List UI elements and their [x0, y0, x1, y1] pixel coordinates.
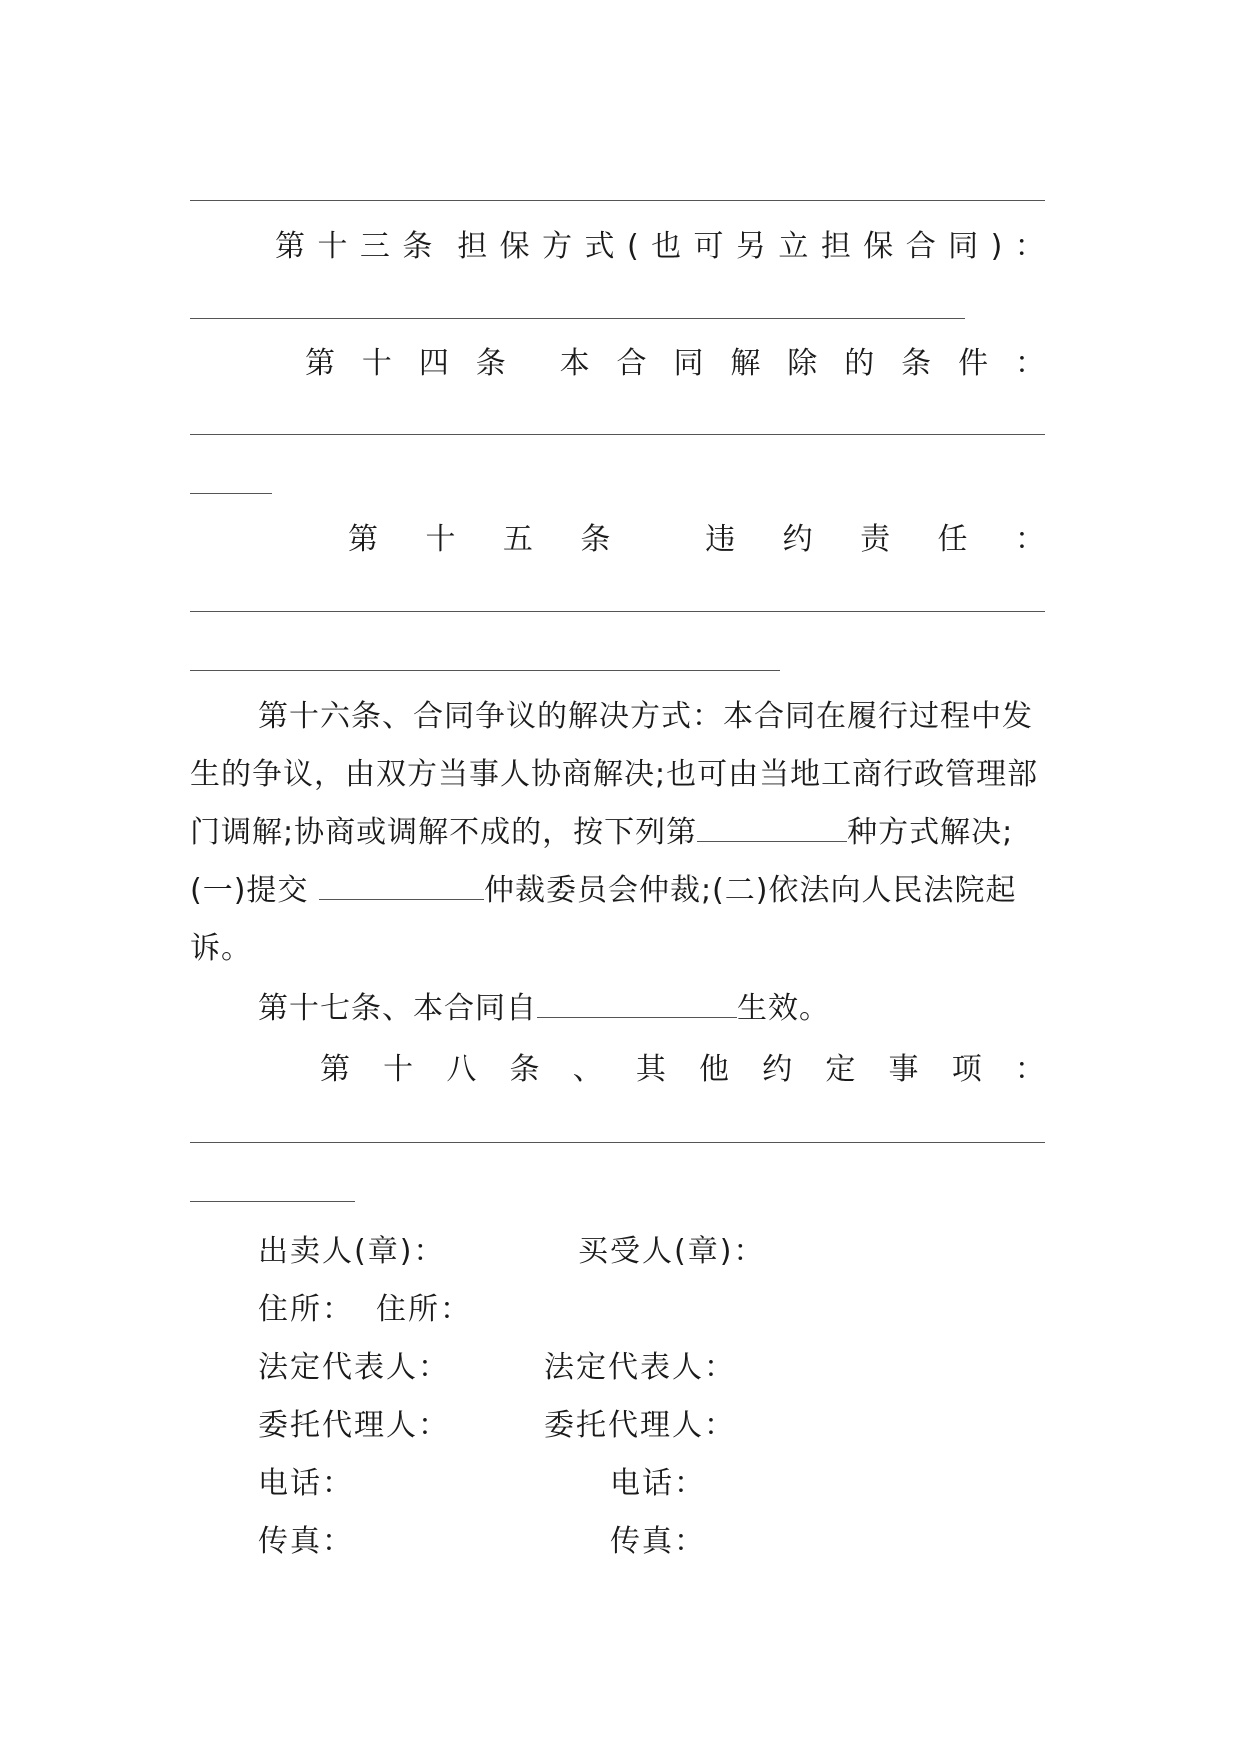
- heading-char: 同: [673, 346, 704, 381]
- heading-char: 五: [502, 522, 533, 557]
- heading-char: 第: [320, 1052, 350, 1087]
- heading-char: 件: [958, 346, 989, 381]
- heading-char: 条: [901, 346, 932, 381]
- fill-line: [190, 318, 965, 319]
- heading-char: 合: [905, 229, 936, 264]
- heading-char: ：: [1014, 522, 1045, 557]
- article-16-text-1: 第十六条、合同争议的解决方式：本合同在履行过程中发生的争议，由双方当事人协商解决;也可由当地工商行政管理部门调解;协商或调解不成的，按下列第: [190, 699, 1039, 850]
- heading-char: 式: [584, 229, 615, 264]
- heading-char: 解: [730, 346, 761, 381]
- seller-fax-label: 传真：: [258, 1524, 354, 1559]
- heading-char: 事: [888, 1052, 919, 1087]
- seller-phone-label: 电话：: [258, 1466, 354, 1501]
- effective-date-blank: [537, 987, 737, 1018]
- heading-char: 十: [425, 522, 456, 557]
- article-14-heading: [305, 342, 1045, 386]
- heading-char: 同: [948, 229, 979, 264]
- article-13-heading: [275, 225, 1045, 269]
- buyer-agent-label: 委托代理人：: [544, 1408, 736, 1443]
- heading-char: 约: [782, 522, 813, 557]
- fill-line: [190, 200, 1045, 201]
- heading-char: 也: [651, 229, 682, 264]
- heading-char: 四: [418, 346, 449, 381]
- heading-char: ：: [1014, 229, 1045, 264]
- heading-char: 保: [863, 229, 894, 264]
- heading-char: 保: [499, 229, 530, 264]
- article-16-text-3: 仲裁委员会仲裁;(二)依法向人民法院起诉。: [190, 873, 1017, 966]
- heading-char: ：: [1014, 346, 1045, 381]
- heading-char: 三: [359, 229, 390, 264]
- seller-label: 出卖人(章)：: [258, 1234, 446, 1269]
- fill-line: [190, 670, 780, 671]
- article-17-text-2: 生效。: [737, 991, 830, 1026]
- heading-char: 条: [475, 346, 506, 381]
- heading-char: 条: [509, 1052, 540, 1087]
- fill-line: [190, 434, 1045, 435]
- fill-line: [190, 493, 272, 494]
- heading-char: 其: [635, 1052, 666, 1087]
- heading-char: 责: [860, 522, 891, 557]
- heading-char: 十: [317, 229, 348, 264]
- heading-char: 第: [348, 522, 378, 557]
- buyer-representative-label: 法定代表人：: [544, 1350, 736, 1385]
- heading-char: 八: [446, 1052, 477, 1087]
- heading-char: 十: [361, 346, 392, 381]
- seller-address-label: 住所：: [258, 1292, 354, 1327]
- seller-representative-label: 法定代表人：: [258, 1350, 450, 1385]
- article-17-text-1: 第十七条、本合同自: [258, 991, 537, 1026]
- article-18-heading: [320, 1048, 1045, 1092]
- fill-line: [190, 611, 1045, 612]
- heading-char: 、: [572, 1052, 603, 1087]
- heading-char: 条: [580, 522, 611, 557]
- heading-char: 的: [844, 346, 875, 381]
- heading-char: 担: [820, 229, 851, 264]
- heading-char: 第: [275, 229, 305, 264]
- buyer-phone-label: 电话：: [610, 1466, 706, 1501]
- heading-char: 他: [699, 1052, 730, 1087]
- seller-agent-label: 委托代理人：: [258, 1408, 450, 1443]
- fill-line: [190, 1201, 355, 1202]
- article-15-heading: [348, 518, 1045, 562]
- fill-line: [190, 1142, 1045, 1143]
- heading-char: 第: [305, 346, 335, 381]
- heading-char: 方: [542, 229, 573, 264]
- heading-char: 违: [705, 522, 736, 557]
- method-number-blank: [697, 811, 847, 842]
- heading-char: ：: [1014, 1052, 1045, 1087]
- arbitration-committee-blank: [319, 869, 484, 900]
- heading-char: 除: [787, 346, 818, 381]
- heading-char: ): [990, 229, 1003, 264]
- heading-char: 十: [383, 1052, 414, 1087]
- heading-char: 另: [735, 229, 766, 264]
- buyer-fax-label: 传真：: [610, 1524, 706, 1559]
- heading-char: 合: [616, 346, 647, 381]
- heading-char: (: [626, 229, 639, 264]
- buyer-address-label: 住所：: [376, 1292, 472, 1327]
- article-16-text-2: 种方式解决;(一)提交: [190, 815, 1014, 908]
- heading-char: 约: [762, 1052, 793, 1087]
- heading-char: 担: [457, 229, 488, 264]
- buyer-label: 买受人(章)：: [578, 1234, 766, 1269]
- article-16-paragraph: [190, 688, 1045, 978]
- heading-char: 可: [693, 229, 724, 264]
- article-17-paragraph: [190, 980, 1045, 1038]
- heading-char: 本: [559, 346, 590, 381]
- heading-char: 条: [402, 229, 433, 264]
- heading-char: 立: [778, 229, 809, 264]
- heading-char: 项: [951, 1052, 982, 1087]
- heading-char: 定: [825, 1052, 856, 1087]
- heading-char: 任: [937, 522, 968, 557]
